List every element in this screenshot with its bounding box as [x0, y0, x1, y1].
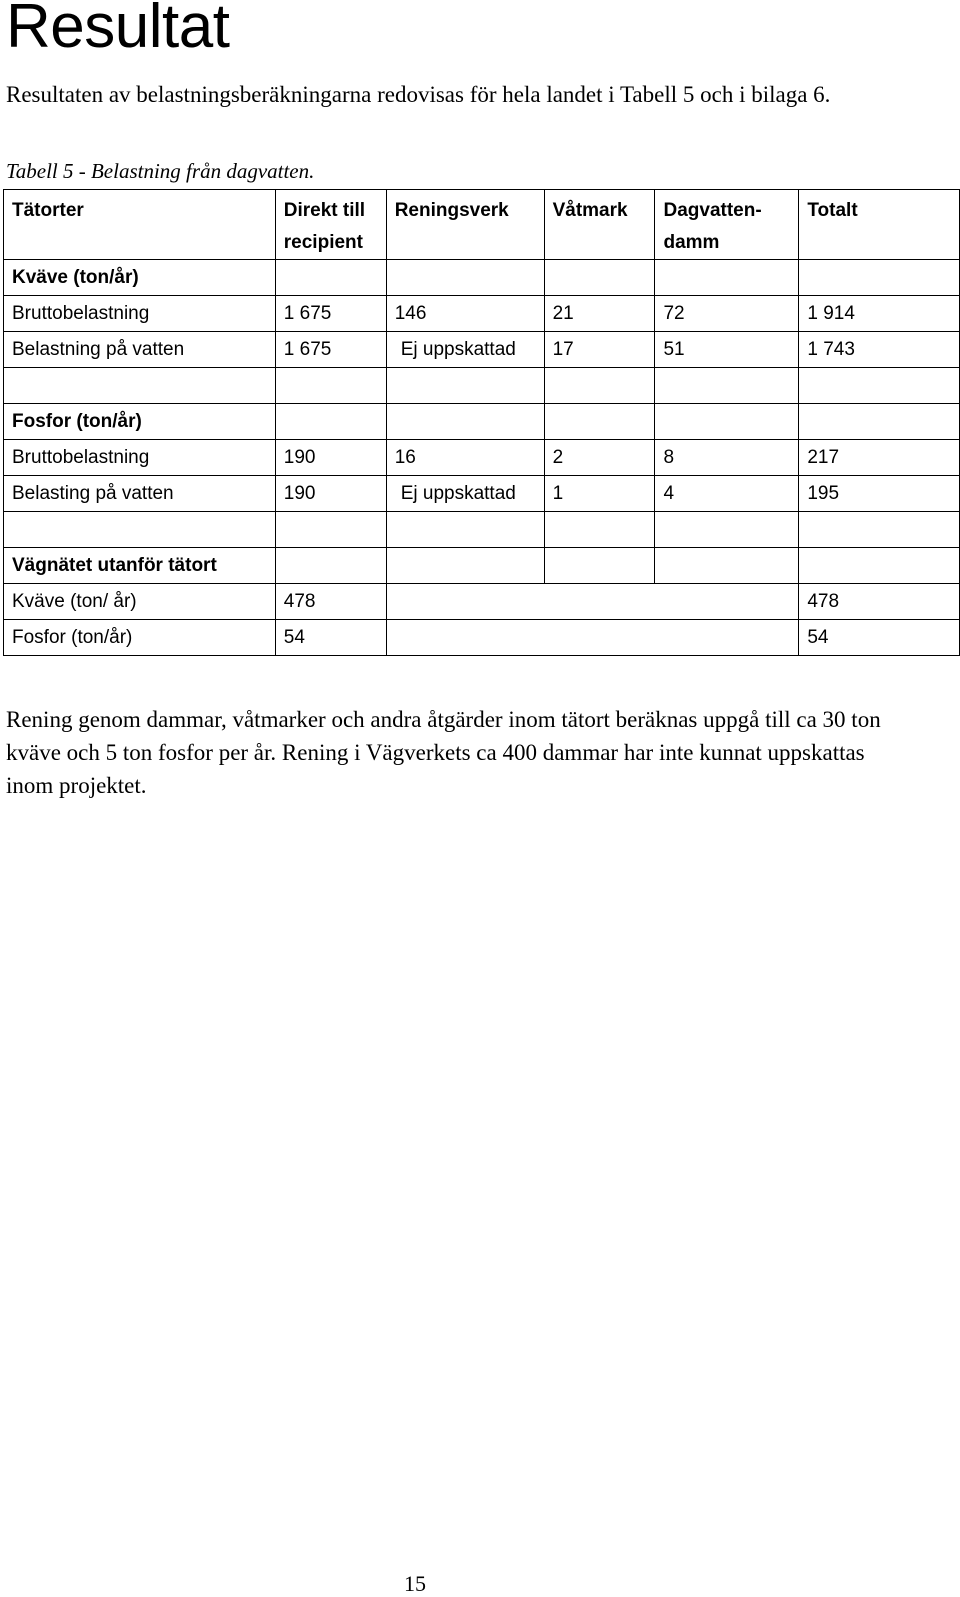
table-row: Bruttobelastning 190 16 2 8 217 — [4, 440, 960, 476]
table-row: Bruttobelastning 1 675 146 21 72 1 914 — [4, 296, 960, 332]
page-title: Resultat — [6, 0, 230, 61]
table-row: Belasting på vatten 190 Ej uppskattad 1 4 195 — [4, 476, 960, 512]
header-tatorter: Tätorter — [4, 190, 276, 260]
page-number: 15 — [404, 1571, 426, 1596]
header-reningsverk: Reningsverk — [386, 190, 544, 260]
empty-row — [4, 512, 960, 548]
intro-paragraph: Resultaten av belastningsberäkningarna redovisas för hela landet i Tabell 5 och i bilaga 6. — [6, 82, 831, 107]
section-label: Kväve (ton/år) — [4, 260, 276, 296]
table-row: Kväve (ton/ år) 478 478 — [4, 584, 960, 620]
header-dagvattendamm: Dagvatten- damm — [655, 190, 799, 260]
table-row: Fosfor (ton/år) 54 54 — [4, 620, 960, 656]
header-direkt-till-recipient: Direkt till recipient — [275, 190, 386, 260]
section-label: Fosfor (ton/år) — [4, 404, 276, 440]
section-label: Vägnätet utanför tätort — [4, 548, 276, 584]
header-vatmark: Våtmark — [544, 190, 655, 260]
section-row-fosfor — [4, 404, 960, 440]
section-row-kvave — [4, 260, 960, 296]
summary-paragraph: Rening genom dammar, våtmarker och andra åtgärder inom tätort beräknas uppgå till ca 30 ton kväve och 5 ton fosfor per år. Rening i Vägverkets ca 400 dammar har inte kunnat uppskattas inom projektet. — [6, 707, 881, 798]
table-caption: Tabell 5 - Belastning från dagvatten. — [6, 159, 315, 183]
table-header-row — [4, 190, 960, 260]
table-row: Belastning på vatten 1 675 Ej uppskattad 17 51 1 743 — [4, 332, 960, 368]
section-row-vagnatet — [4, 548, 960, 584]
header-totalt: Totalt — [799, 190, 960, 260]
empty-row — [4, 368, 960, 404]
results-table — [3, 189, 960, 656]
